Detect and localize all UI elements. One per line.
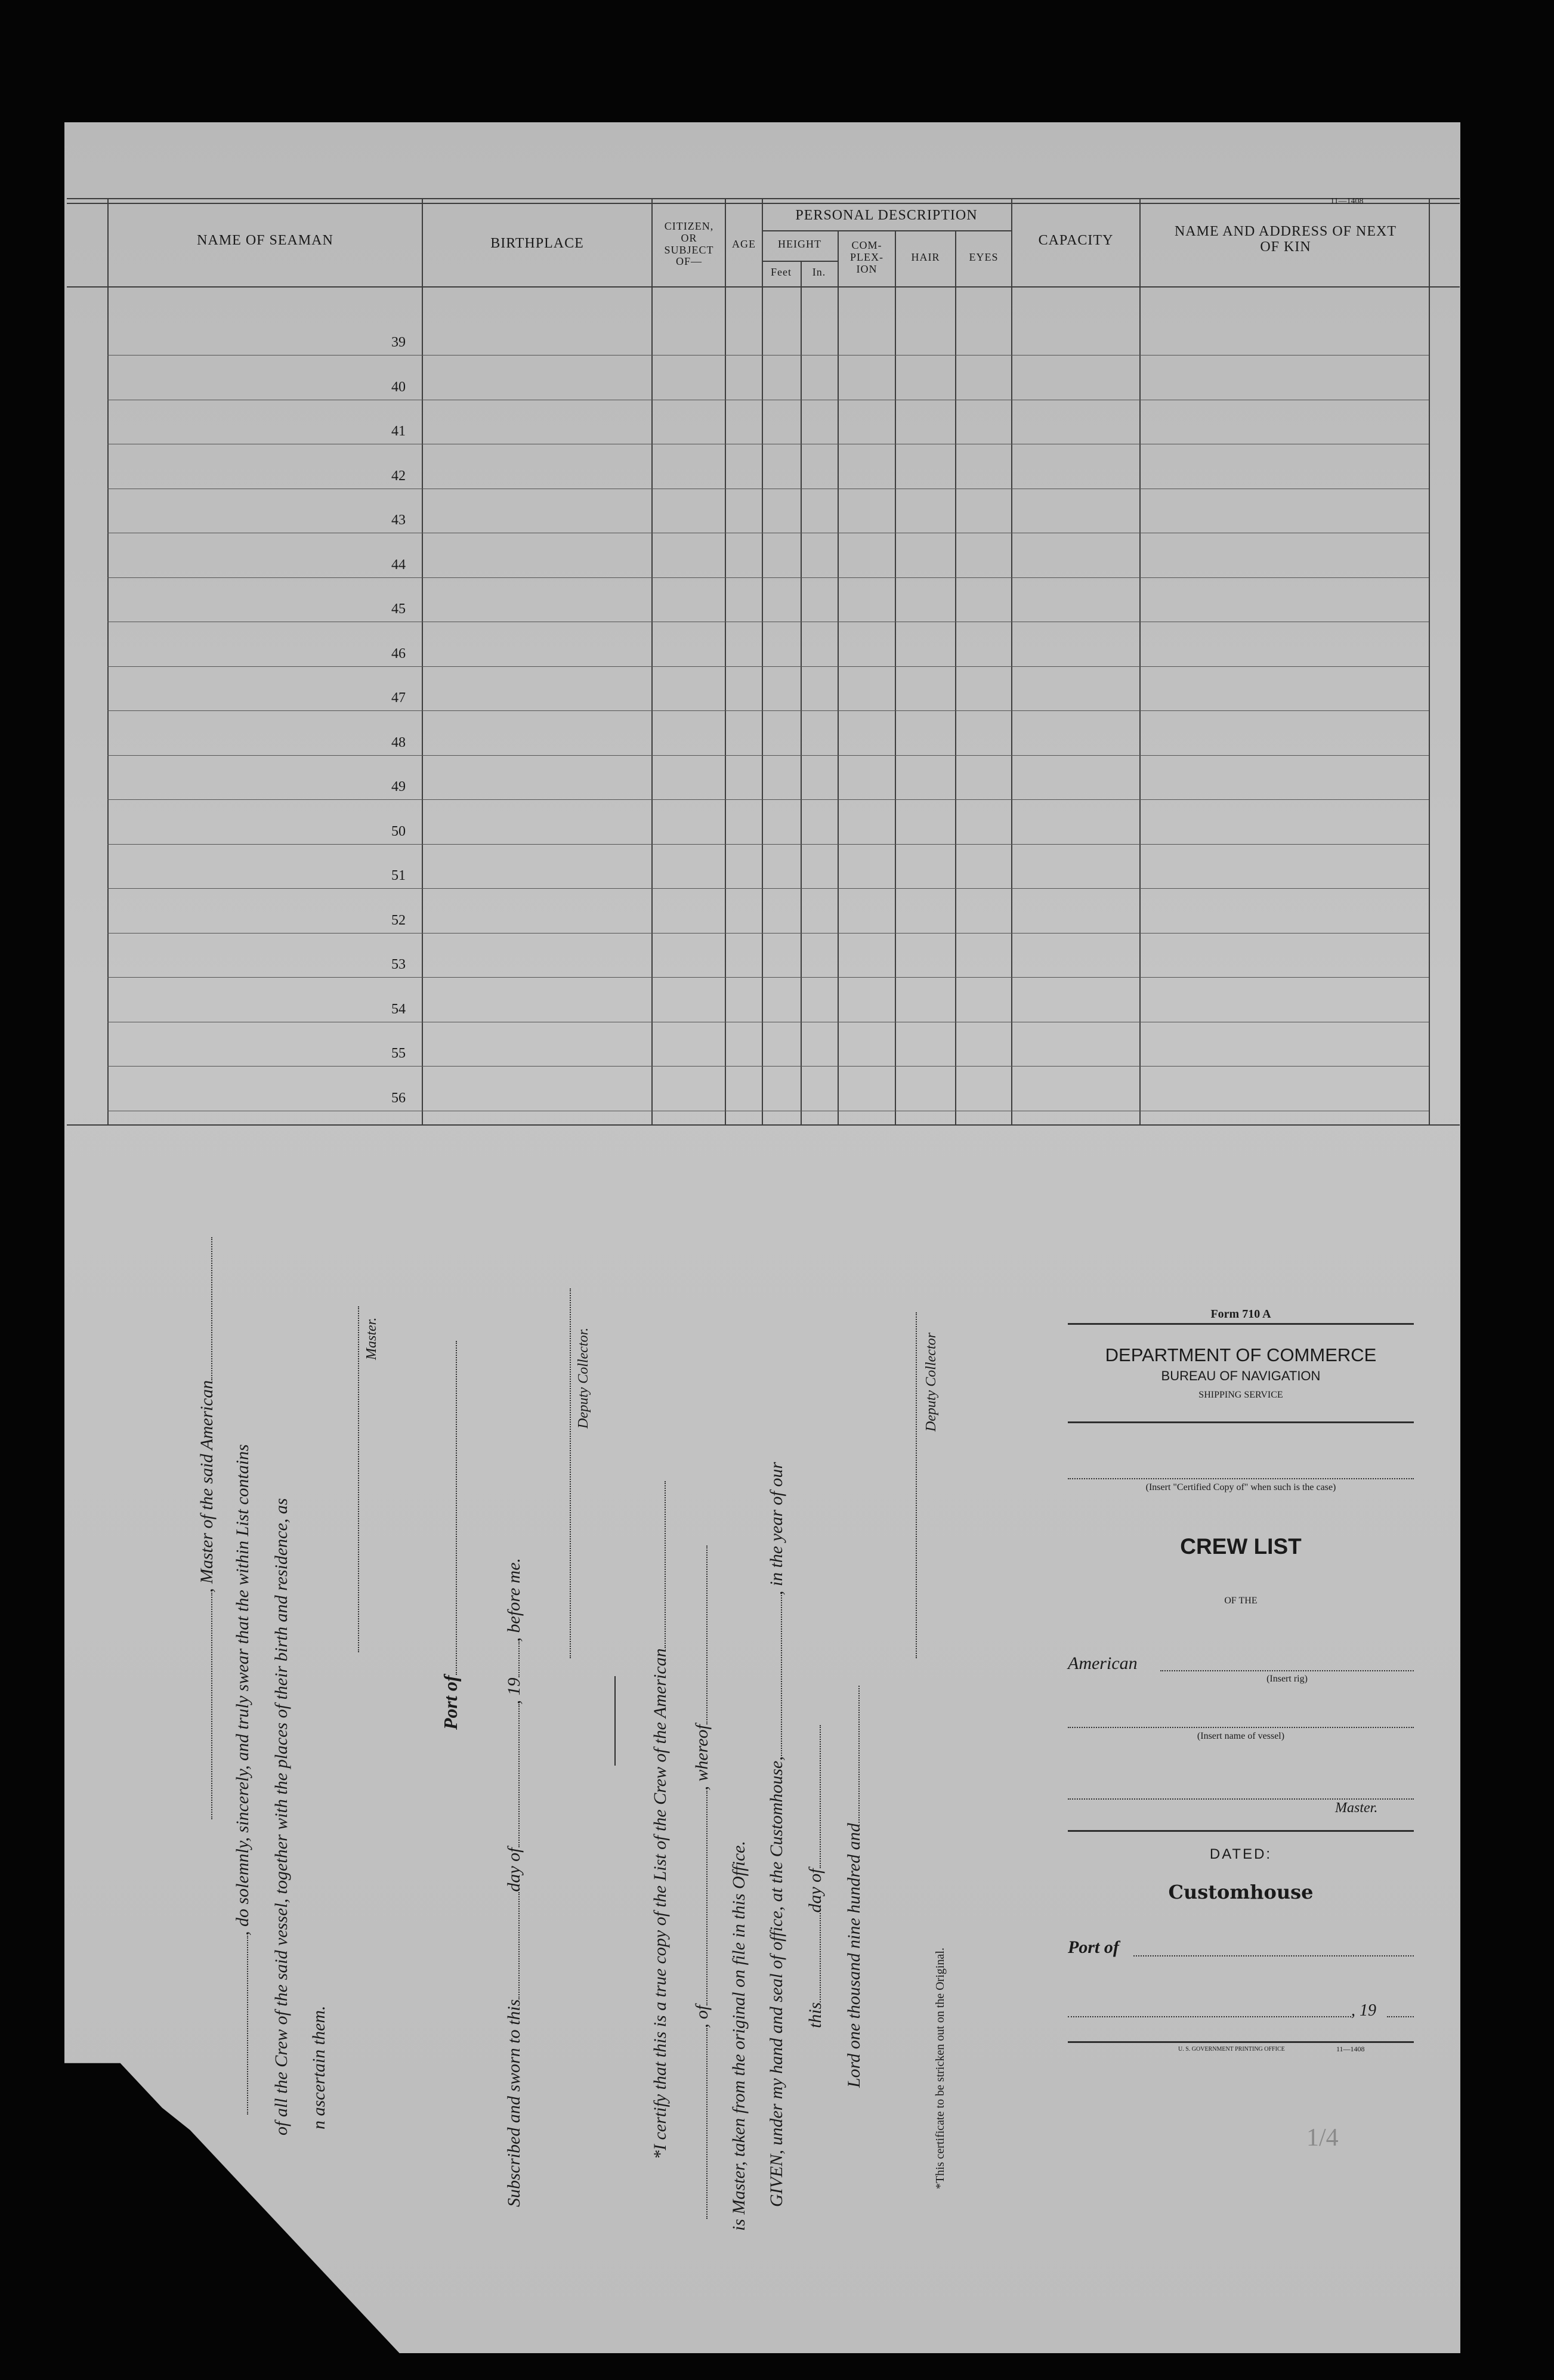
row-number: 48 xyxy=(391,734,406,750)
row-rule xyxy=(107,844,1429,845)
row-number: 51 xyxy=(391,868,406,883)
row-number: 56 xyxy=(391,1090,406,1106)
dated: DATED: xyxy=(1209,1846,1272,1862)
printing-code: 11—1408 xyxy=(1336,2045,1365,2053)
col-rule xyxy=(838,230,839,1126)
col-rule xyxy=(895,230,896,1126)
header-next-of-kin: NAME AND ADDRESS OF NEXT OF KIN xyxy=(1174,224,1397,255)
col-rule xyxy=(762,198,763,1126)
date-line xyxy=(1068,2016,1351,2017)
oath-text-3: of all the Crew of the said vessel, together with the places of their birth and residence, as xyxy=(271,1498,291,2135)
header-name: NAME OF SEAMAN xyxy=(197,233,333,248)
header-hair: HAIR xyxy=(911,251,940,263)
oath-subscribed xyxy=(504,1558,524,2207)
col-rule xyxy=(107,198,109,1126)
row-number: 50 xyxy=(391,823,406,839)
row-number: 45 xyxy=(391,601,406,617)
row-number: 42 xyxy=(391,468,406,484)
row-number: 39 xyxy=(391,335,406,350)
cert-line-2 xyxy=(692,1546,712,2219)
col-rule xyxy=(725,198,726,1126)
oath-text-2: , do solemnly, sincerely, and truly swear that the within List contains xyxy=(233,1444,252,1936)
oath-text-1: , Master of the said American xyxy=(197,1380,217,1593)
cover-rule-4 xyxy=(1068,2041,1414,2043)
oath-year-label: , 19 xyxy=(504,1677,524,1705)
row-number: 41 xyxy=(391,424,406,439)
american-label: American xyxy=(1068,1653,1138,1673)
oath-deputy-collector: Deputy Collector. xyxy=(576,1327,591,1429)
bureau: BUREAU OF NAVIGATION xyxy=(1161,1368,1321,1383)
header-citizen: CITIZEN, OR SUBJECT OF— xyxy=(664,220,714,268)
service: SHIPPING SERVICE xyxy=(1198,1390,1283,1400)
insert-rig: (Insert rig) xyxy=(1266,1674,1308,1684)
row-number: 54 xyxy=(391,1001,406,1017)
cert-line-5 xyxy=(805,1725,826,2028)
row-rule xyxy=(107,799,1429,800)
master-line xyxy=(1068,1798,1414,1800)
col-rule xyxy=(801,261,802,1126)
cert-signature-line xyxy=(916,1312,917,1658)
corner-mark: 11—1408 xyxy=(1330,197,1364,206)
cert-line-3 xyxy=(729,1841,749,2231)
cover-year: , 19 xyxy=(1351,2001,1376,2020)
cover-rule-2 xyxy=(1068,1421,1414,1423)
row-rule xyxy=(107,1066,1429,1067)
row-number: 44 xyxy=(391,557,406,573)
cert-line-6 xyxy=(844,1686,864,2088)
oath-subscribed-label: Subscribed and sworn to this xyxy=(504,1999,524,2207)
header-eyes: EYES xyxy=(969,251,999,263)
faint-stamp: 1/4 xyxy=(1306,2124,1339,2152)
certified-line xyxy=(1068,1478,1414,1479)
oath-master: Master. xyxy=(364,1317,379,1360)
customhouse: Customhouse xyxy=(1168,1881,1314,1903)
header-complexion: COM- PLEX- ION xyxy=(850,239,883,275)
col-rule xyxy=(651,198,653,1126)
col-rule xyxy=(422,198,423,1126)
form-number: Form 710 A xyxy=(1210,1308,1271,1321)
cert-text-4: GIVEN, under my hand and seal of office, at the Customhouse, xyxy=(767,1756,786,2207)
insert-certified: (Insert "Certified Copy of" when such is the case) xyxy=(1145,1482,1336,1492)
oath-line-3 xyxy=(271,1498,292,2135)
col-rule xyxy=(1011,198,1012,1126)
oath-port-label: Port of xyxy=(440,1675,461,1730)
cover-rule-3 xyxy=(1068,1830,1414,1832)
cert-footnote: *This certificate to be stricken out on the Original. xyxy=(934,1948,947,2189)
table-top-rule xyxy=(67,198,1460,199)
personal-rule xyxy=(762,230,1011,231)
cert-text-1: *I certify that this is a true copy of the List of the Crew of the American xyxy=(650,1648,670,2159)
row-rule xyxy=(107,933,1429,934)
row-number: 49 xyxy=(391,779,406,795)
header-age: AGE xyxy=(732,238,756,250)
row-rule xyxy=(107,355,1429,356)
oath-line-4 xyxy=(309,2006,329,2129)
of-the: OF THE xyxy=(1224,1596,1258,1606)
row-rule xyxy=(107,977,1429,978)
header-height: HEIGHT xyxy=(778,238,821,250)
row-rule xyxy=(107,710,1429,711)
crew-list-title: CREW LIST xyxy=(1180,1534,1302,1559)
oath-text-4: n ascertain them. xyxy=(309,2005,329,2129)
col-rule xyxy=(1139,198,1141,1126)
row-number: 47 xyxy=(391,690,406,706)
header-birthplace: BIRTHPLACE xyxy=(490,236,584,251)
cert-text-4b: , in the year of our xyxy=(767,1461,786,1596)
cert-day-of: day of xyxy=(805,1868,825,1913)
collector-signature-line xyxy=(570,1288,571,1658)
insert-vessel: (Insert name of vessel) xyxy=(1197,1731,1285,1741)
cover-master: Master. xyxy=(1335,1800,1378,1816)
oath-before-me: , before me. xyxy=(504,1557,524,1642)
year-line xyxy=(1387,2016,1414,2017)
row-number: 43 xyxy=(391,512,406,528)
header-capacity: CAPACITY xyxy=(1038,233,1114,248)
header-feet: Feet xyxy=(771,266,792,278)
row-number: 53 xyxy=(391,957,406,972)
col-rule xyxy=(1429,198,1430,1126)
cert-lord: Lord one thousand nine hundred and xyxy=(844,1823,864,2088)
cover-port-of: Port of xyxy=(1068,1937,1119,1957)
row-number: 52 xyxy=(391,912,406,928)
oath-line-1 xyxy=(197,1237,217,1819)
printing-office: U. S. GOVERNMENT PRINTING OFFICE xyxy=(1178,2046,1285,2053)
vessel-line xyxy=(1068,1727,1414,1728)
header-bottom-rule xyxy=(67,286,1460,288)
cert-text-3: is Master, taken from the original on file in this Office. xyxy=(729,1841,749,2231)
row-rule xyxy=(107,577,1429,578)
oath-port-of xyxy=(440,1341,462,1730)
oath-line-2 xyxy=(233,1444,253,2115)
row-rule xyxy=(107,755,1429,756)
cert-whereof: , whereof xyxy=(692,1724,712,1791)
cert-deputy-collector: Deputy Collector xyxy=(923,1333,939,1432)
row-rule xyxy=(107,888,1429,889)
cover-rule-top xyxy=(1068,1323,1414,1325)
divider-mark xyxy=(614,1676,616,1766)
header-personal: PERSONAL DESCRIPTION xyxy=(795,208,978,223)
department: DEPARTMENT OF COMMERCE xyxy=(1105,1344,1377,1365)
row-rule xyxy=(107,666,1429,667)
master-signature-line xyxy=(358,1306,359,1652)
height-rule xyxy=(762,261,838,262)
rig-line xyxy=(1160,1670,1414,1671)
row-number: 40 xyxy=(391,379,406,395)
oath-day-label: day of xyxy=(504,1847,524,1892)
table-top-rule-2 xyxy=(67,203,1460,204)
cert-this: this xyxy=(805,2002,825,2028)
header-inches: In. xyxy=(812,266,826,278)
cert-line-1 xyxy=(650,1481,671,2159)
row-number: 46 xyxy=(391,645,406,662)
table-bottom-rule xyxy=(67,1124,1460,1126)
row-number: 55 xyxy=(391,1046,406,1061)
cert-of: , of xyxy=(692,2005,712,2028)
port-line xyxy=(1133,1955,1414,1956)
cert-line-4 xyxy=(767,1462,787,2207)
col-rule xyxy=(955,230,956,1126)
